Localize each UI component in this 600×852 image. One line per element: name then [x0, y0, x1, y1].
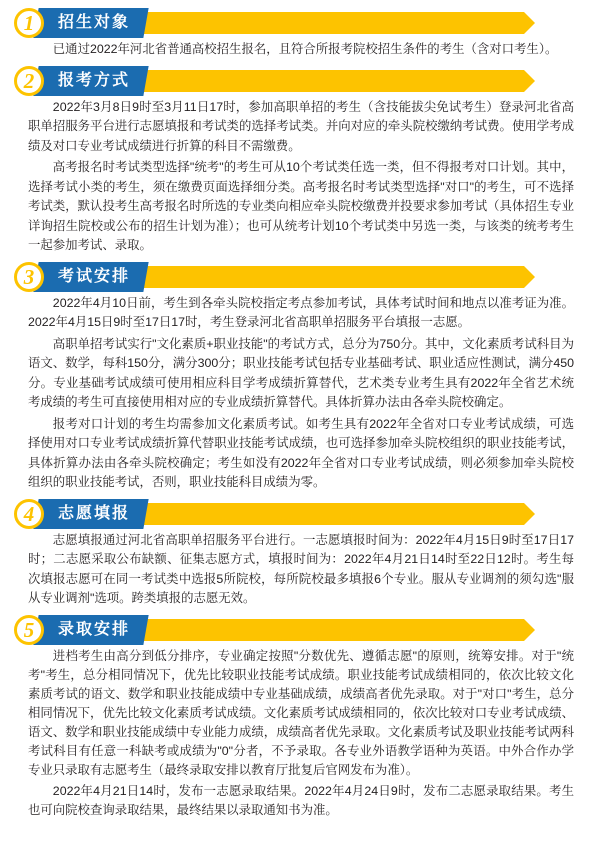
section-title [33, 262, 148, 292]
section-title-text: 志愿填报 [58, 504, 131, 522]
paragraph: 志愿填报通过河北省高职单招服务平台进行。一志愿填报时间为：2022年4月15日9时至17日17时；二志愿采取公布缺额、征集志愿方式，填报时间为：2022年4月21日14时至22日12时。考生每次填报志愿可在同一考试类中选报5所院校，每所院校最多填报6个专业。服从专业调剂的须勾选"服从专业调剂"选项。跨类填报的志愿无效。 [28, 532, 574, 605]
section-title [33, 66, 148, 96]
section-number: 5 [14, 615, 44, 645]
section-title-text: 录取安排 [58, 620, 131, 638]
section-header [14, 8, 586, 38]
section-录取安排 [14, 615, 586, 820]
section-考试安排 [14, 262, 586, 493]
paragraph: 已通过2022年河北省普通高校招生报名，且符合所报考院校招生条件的考生（含对口考生）。 [52, 42, 558, 56]
paragraph: 2022年3月8日9时至3月11日17时，参加高职单招的考生（含技能拔尖免试考生）登录河北省高职单招服务平台进行志愿填报和考试类的选择考试类。并向对应的牵头院校缴纳考试费。使用学考成绩及对口专业考试成绩进行折算的科目不需缴费。 [28, 99, 574, 153]
section-title [33, 615, 148, 645]
section-body [14, 40, 586, 60]
section-title-text: 报考方式 [58, 71, 131, 89]
paragraph: 报考对口计划的考生均需参加文化素质考试。如考生具有2022年全省对口专业考试成绩，可选择使用对口专业考试成绩折算代替职业技能考试成绩，也可选择参加牵头院校组织的职业技能考试，具体折算办法由各牵头院校确定；考生如没有2022年全省对口专业考试成绩，则必须参加牵头院校组织的职业技能考试，否则，职业技能科目成绩为零。 [28, 416, 574, 489]
section-body [14, 647, 586, 820]
paragraph: 2022年4月10日前，考生到各牵头院校指定考点参加考试，具体考试时间和地点以准考证为准。2022年4月15日9时至17日17时，考生登录河北省高职单招服务平台填报一志愿。 [28, 295, 574, 329]
section-body [14, 531, 586, 609]
paragraph: 高考报名时考试类型选择"统考"的考生可从10个考试类任选一类，但不得报考对口计划。其中，选择考试小类的考生，须在缴费页面选择细分类。高考报名时考试类型选择"对口"的考生，可不选择考试类，默认投考生高考报名时所选的专业类向相应牵头院校缴费并投要求参加考试（具体招生专业详询招生院校或公布的招生计划为准）；也可从统考计划10个考试类中另选一类，与该类的统考考生一起参加考试、录取。 [28, 160, 574, 252]
section-title [33, 8, 148, 38]
section-header [14, 499, 586, 529]
paragraph: 进档考生由高分到低分排序，专业确定按照"分数优先、遵循志愿"的原则，统筹安排。对于"统考"考生，总分相同情况下，优先比较职业技能考试成绩。职业技能考试成绩相同的，依次比较文化素质考试的语文、数学和职业技能成绩中专业基础成绩，成绩高者优先录取。对于"对口"考生，总分相同情况下，优先比较文化素质考试成绩。文化素质考试成绩相同的，依次比较对口专业考试成绩、语文、数学和职业技能成绩中专业能力成绩，成绩高者优先录取。文化素质考试及职业技能考试两科考试科目有任意一科缺考或成绩为"0"分者，不予录取。各专业外语教学语种为英语。中外合作办学专业只录取有志愿考生（最终录取安排以教育厅批复后官网发布为准）。 [28, 648, 574, 777]
section-number: 4 [14, 499, 44, 529]
section-number: 1 [14, 8, 44, 38]
paragraph: 高职单招考试实行"文化素质+职业技能"的考试方式，总分为750分。其中，文化素质考试科目为语文、数学，每科150分，满分300分；职业技能考试包括专业基础考试、职业适应性测试，满分450分。专业基础考试成绩可使用相应科目学考成绩折算替代，艺术类专业考生具有2022年全省艺术统考成绩的考生可直接使用相对应的专业成绩折算替代。具体折算办法由各牵头院校确定。 [28, 336, 574, 409]
section-header [14, 615, 586, 645]
section-title-text: 招生对象 [58, 14, 131, 31]
section-title [33, 499, 148, 529]
section-报考方式 [14, 66, 586, 256]
section-header [14, 66, 586, 96]
section-志愿填报 [14, 499, 586, 609]
section-header [14, 262, 586, 292]
section-body [14, 98, 586, 256]
section-招生对象 [14, 8, 586, 60]
section-number: 2 [14, 66, 44, 96]
paragraph: 2022年4月21日14时，发布一志愿录取结果。2022年4月24日9时，发布二志愿录取结果。考生也可向院校查询录取结果，最终结果以录取通知书为准。 [28, 783, 574, 817]
section-body [14, 294, 586, 493]
section-title-text: 考试安排 [58, 267, 131, 285]
section-number: 3 [14, 262, 44, 292]
